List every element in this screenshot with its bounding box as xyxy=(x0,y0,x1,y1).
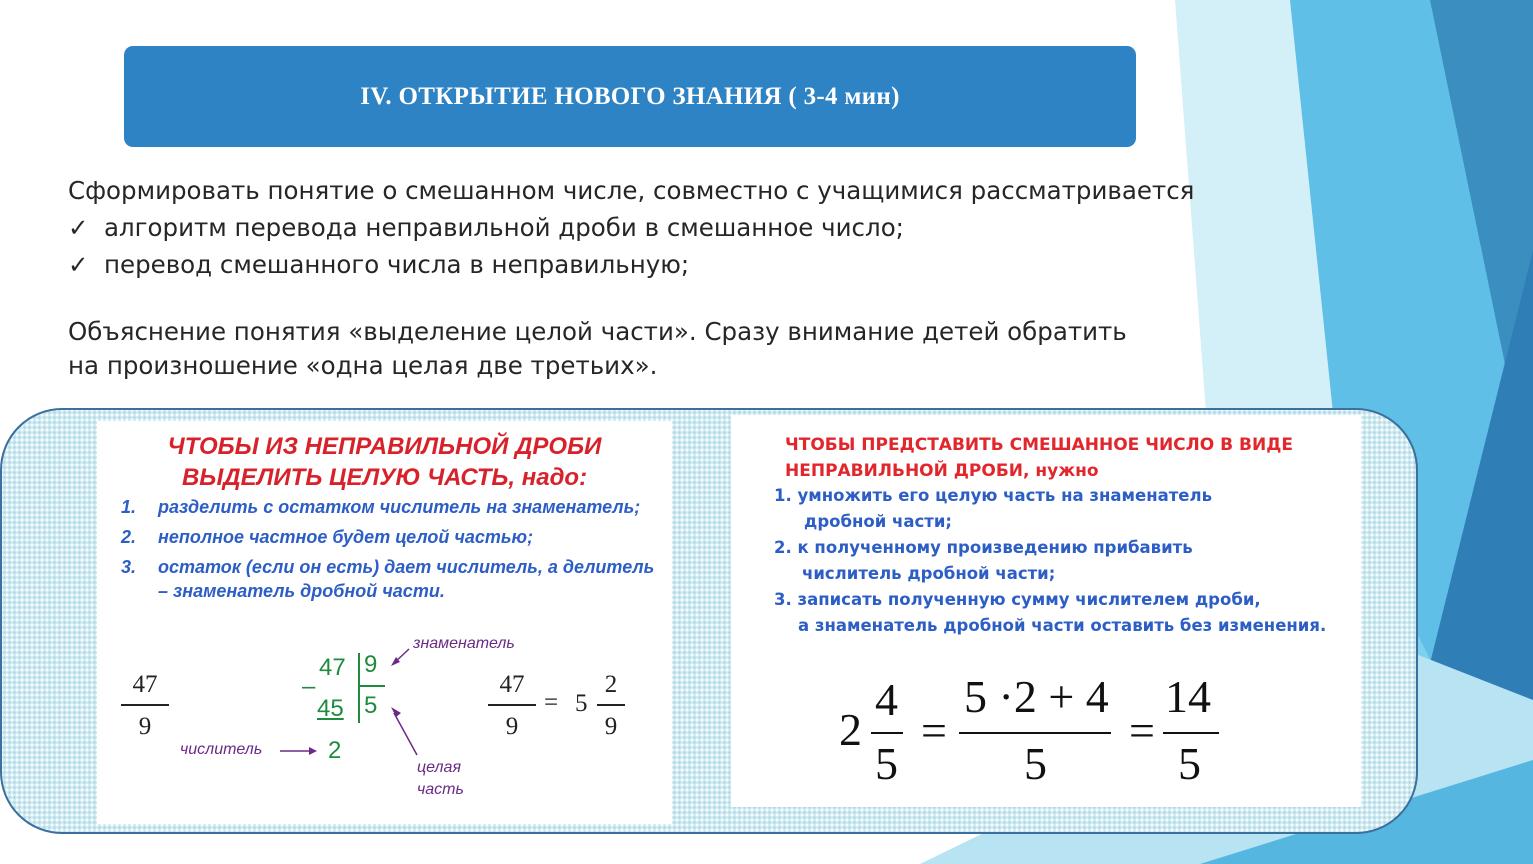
step-text: 3. записать полученную сумму числителем дроби, xyxy=(774,590,1261,609)
fraction xyxy=(488,672,536,740)
formula-whole: 2 xyxy=(839,704,862,755)
check-icon: ✓ xyxy=(68,250,89,279)
label-whole-part: часть xyxy=(417,781,464,798)
improper-to-mixed-card xyxy=(97,421,672,824)
step-number: 2. xyxy=(121,527,137,547)
formula-result-numerator: 14 xyxy=(1165,671,1211,722)
fraction-numerator: 2 xyxy=(604,671,618,698)
label-denominator: знаменатель xyxy=(413,635,515,652)
step-number: 3. xyxy=(121,557,137,577)
division-minus: – xyxy=(302,673,316,700)
subtrahend: 45 xyxy=(317,695,344,722)
equals-sign: = xyxy=(544,689,559,716)
step-text: 1. умножить его целую часть на знаменатель xyxy=(774,486,1212,505)
card-title-line: ЧТОБЫ ИЗ НЕПРАВИЛЬНОЙ ДРОБИ xyxy=(167,433,602,460)
bullet-text: перевод смешанного числа в неправильную; xyxy=(104,250,690,279)
step-text: неполное частное будет целой частью; xyxy=(158,527,534,547)
check-icon: ✓ xyxy=(68,213,89,242)
whole-number: 5 xyxy=(575,690,588,717)
step-text: числитель дробной части; xyxy=(802,564,1056,583)
formula-denominator: 5 xyxy=(875,738,898,789)
step-text: а знаменатель дробной части оставить без изменения. xyxy=(798,616,1327,635)
quotient: 5 xyxy=(364,692,378,719)
formula-mid-denominator: 5 xyxy=(1024,738,1047,789)
formula-mid-numerator: 5 ·2 + 4 xyxy=(964,671,1109,722)
card-title-line: ЧТОБЫ ПРЕДСТАВИТЬ СМЕШАННОЕ ЧИСЛО В ВИДЕ xyxy=(785,435,1293,455)
fraction-denominator: 9 xyxy=(138,712,152,740)
explain-line: Объяснение понятия «выделение целой части». Сразу внимание детей обратить xyxy=(68,317,1127,346)
section-title: IV. ОТКРЫТИЕ НОВОГО ЗНАНИЯ ( 3-4 мин) xyxy=(360,82,900,110)
section-header xyxy=(124,46,1136,147)
fraction xyxy=(597,672,625,740)
fraction-denominator: 9 xyxy=(604,712,618,740)
step-number: 1. xyxy=(121,497,137,517)
remainder: 2 xyxy=(328,737,342,764)
formula-result-denominator: 5 xyxy=(1178,738,1201,789)
card-title-line: НЕПРАВИЛЬНОЙ ДРОБИ, нужно xyxy=(785,461,1099,481)
label-numerator: числитель xyxy=(180,741,263,758)
step-text: разделить с остатком числитель на знаменатель; xyxy=(158,497,641,517)
intro-lead: Сформировать понятие о смешанном числе, совместно с учащимися рассматривается xyxy=(68,176,1195,205)
step-text: 2. к полученному произведению прибавить xyxy=(774,538,1193,557)
division-lines xyxy=(97,421,672,824)
intro-bullet xyxy=(68,209,1258,246)
step-text: дробной части; xyxy=(804,512,953,531)
label-whole-part: целая xyxy=(417,759,461,776)
formula-equals: = xyxy=(1129,705,1155,756)
step-text: остаток (если он есть) дает числитель, а делитель – знаменатель дробной части. xyxy=(158,557,655,601)
bullet-text: алгоритм перевода неправильной дроби в смешанное число; xyxy=(104,213,904,242)
intro-text xyxy=(68,172,1258,383)
fraction-denominator: 9 xyxy=(505,712,519,740)
formula-equals: = xyxy=(921,705,947,756)
fraction-bar xyxy=(597,704,625,706)
fraction-numerator: 47 xyxy=(499,671,525,698)
mixed-to-improper-card xyxy=(731,415,1361,807)
fraction-bar xyxy=(488,704,536,706)
divisor: 9 xyxy=(364,651,378,678)
explain-line: на произношение «одна целая две третьих». xyxy=(68,351,658,380)
card-title-line: ВЫДЕЛИТЬ ЦЕЛУЮ ЧАСТЬ, надо: xyxy=(181,464,588,491)
dividend: 47 xyxy=(319,654,346,681)
intro-bullet xyxy=(68,246,1258,283)
formula-numerator: 4 xyxy=(875,674,898,725)
fraction-numerator: 47 xyxy=(132,671,158,698)
formula-lines xyxy=(731,415,1361,807)
